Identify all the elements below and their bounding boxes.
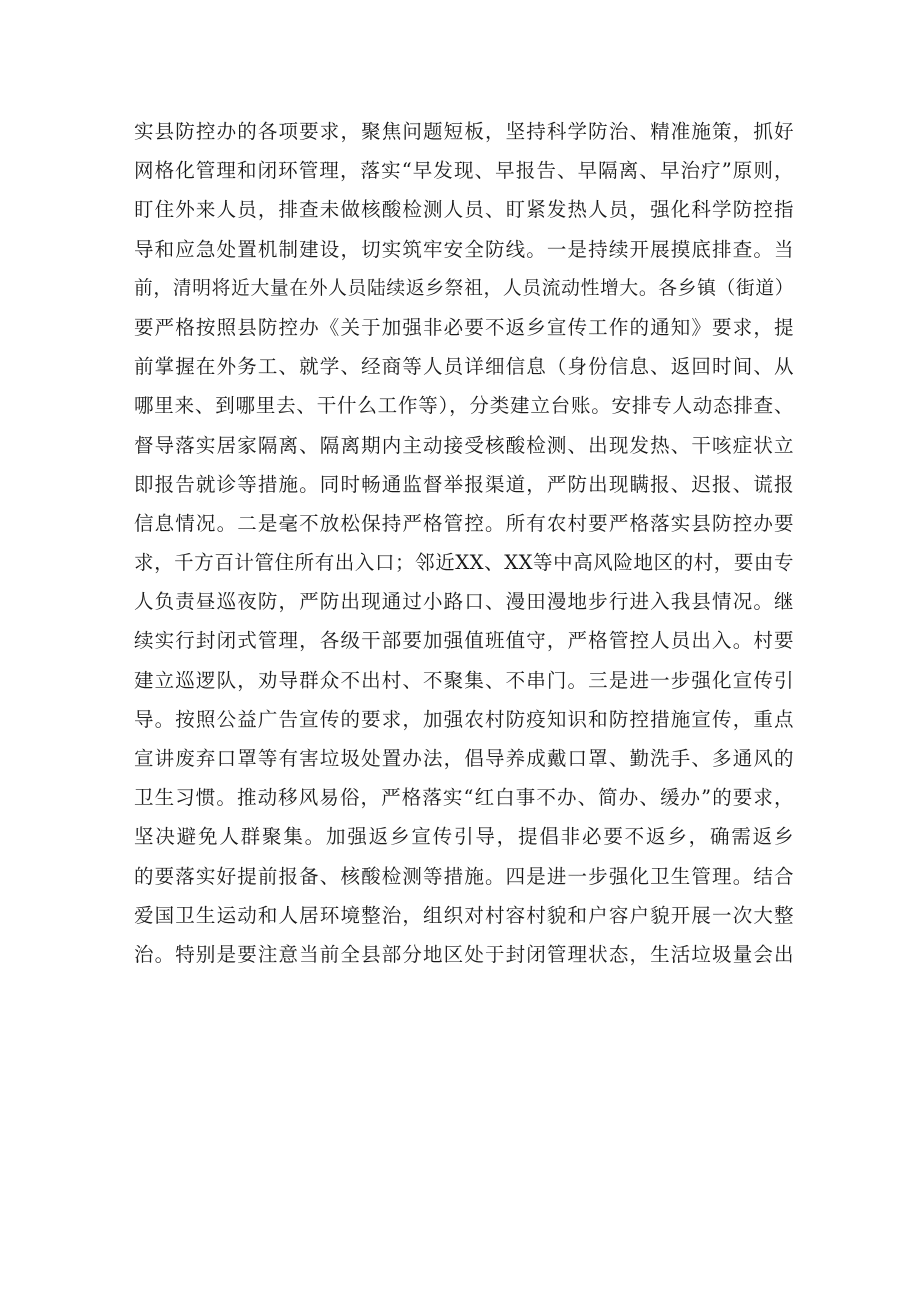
text-line: 实县防控办的各项要求，聚焦问题短板，坚持科学防治、精准施策，抓好 (134, 120, 794, 143)
text-line: 建立巡逻队，劝导群众不出村、不聚集、不串门。三是进一步强化宣传引 (134, 668, 794, 692)
text-line: 即报告就诊等措施。同时畅通监督举报渠道，严防出现瞒报、迟报、谎报 (134, 472, 794, 496)
text-line: 信息情况。二是毫不放松保持严格管控。所有农村要严格落实县防控办要 (134, 511, 794, 535)
body-paragraph (134, 112, 794, 974)
text-line: 治。特别是要注意当前全县部分地区处于封闭管理状态，生活垃圾量会出 (134, 942, 794, 966)
text-line: 的要落实好提前报备、核酸检测等措施。四是进一步强化卫生管理。结合 (134, 864, 794, 888)
text-line: 网格化管理和闭环管理，落实“早发现、早报告、早隔离、早治疗”原则， (134, 159, 794, 183)
text-line: 坚决避免人群聚集。加强返乡宣传引导，提倡非必要不返乡，确需返乡 (134, 825, 794, 849)
text-line: 前掌握在外务工、就学、经商等人员详细信息（身份信息、返回时间、从 (134, 355, 794, 379)
text-line: 爱国卫生运动和人居环境整治，组织对村容村貌和户容户貌开展一次大整 (134, 903, 794, 927)
text-line: 导。按照公益广告宣传的要求，加强农村防疫知识和防控措施宣传，重点 (134, 707, 794, 731)
text-line: 哪里来、到哪里去、干什么工作等），分类建立台账。安排专人动态排查、 (134, 394, 794, 418)
text-line: 续实行封闭式管理，各级干部要加强值班值守，严格管控人员出入。村要 (134, 629, 794, 653)
text-line: 督导落实居家隔离、隔离期内主动接受核酸检测、出现发热、干咳症状立 (134, 433, 794, 457)
text-line: 卫生习惯。推动移风易俗，严格落实“红白事不办、简办、缓办”的要求， (134, 786, 794, 810)
text-line: 要严格按照县防控办《关于加强非必要不返乡宣传工作的通知》要求，提 (134, 315, 794, 339)
text-line: 宣讲废弃口罩等有害垃圾处置办法，倡导养成戴口罩、勤洗手、多通风的 (134, 747, 794, 770)
text-line: 盯住外来人员，排查未做核酸检测人员、盯紧发热人员，强化科学防控指 (134, 198, 794, 222)
text-line: 人负责昼巡夜防，严防出现通过小路口、漫田漫地步行进入我县情况。继 (134, 590, 794, 614)
text-line: 求，千方百计管住所有出入口；邻近XX、XX等中高风险地区的村，要由专 (134, 551, 794, 575)
text-line: 前，清明将近大量在外人员陆续返乡祭祖，人员流动性增大。各乡镇（街道） (134, 277, 794, 299)
text-line: 导和应急处置机制建设，切实筑牢安全防线。一是持续开展摸底排查。当 (134, 237, 794, 261)
